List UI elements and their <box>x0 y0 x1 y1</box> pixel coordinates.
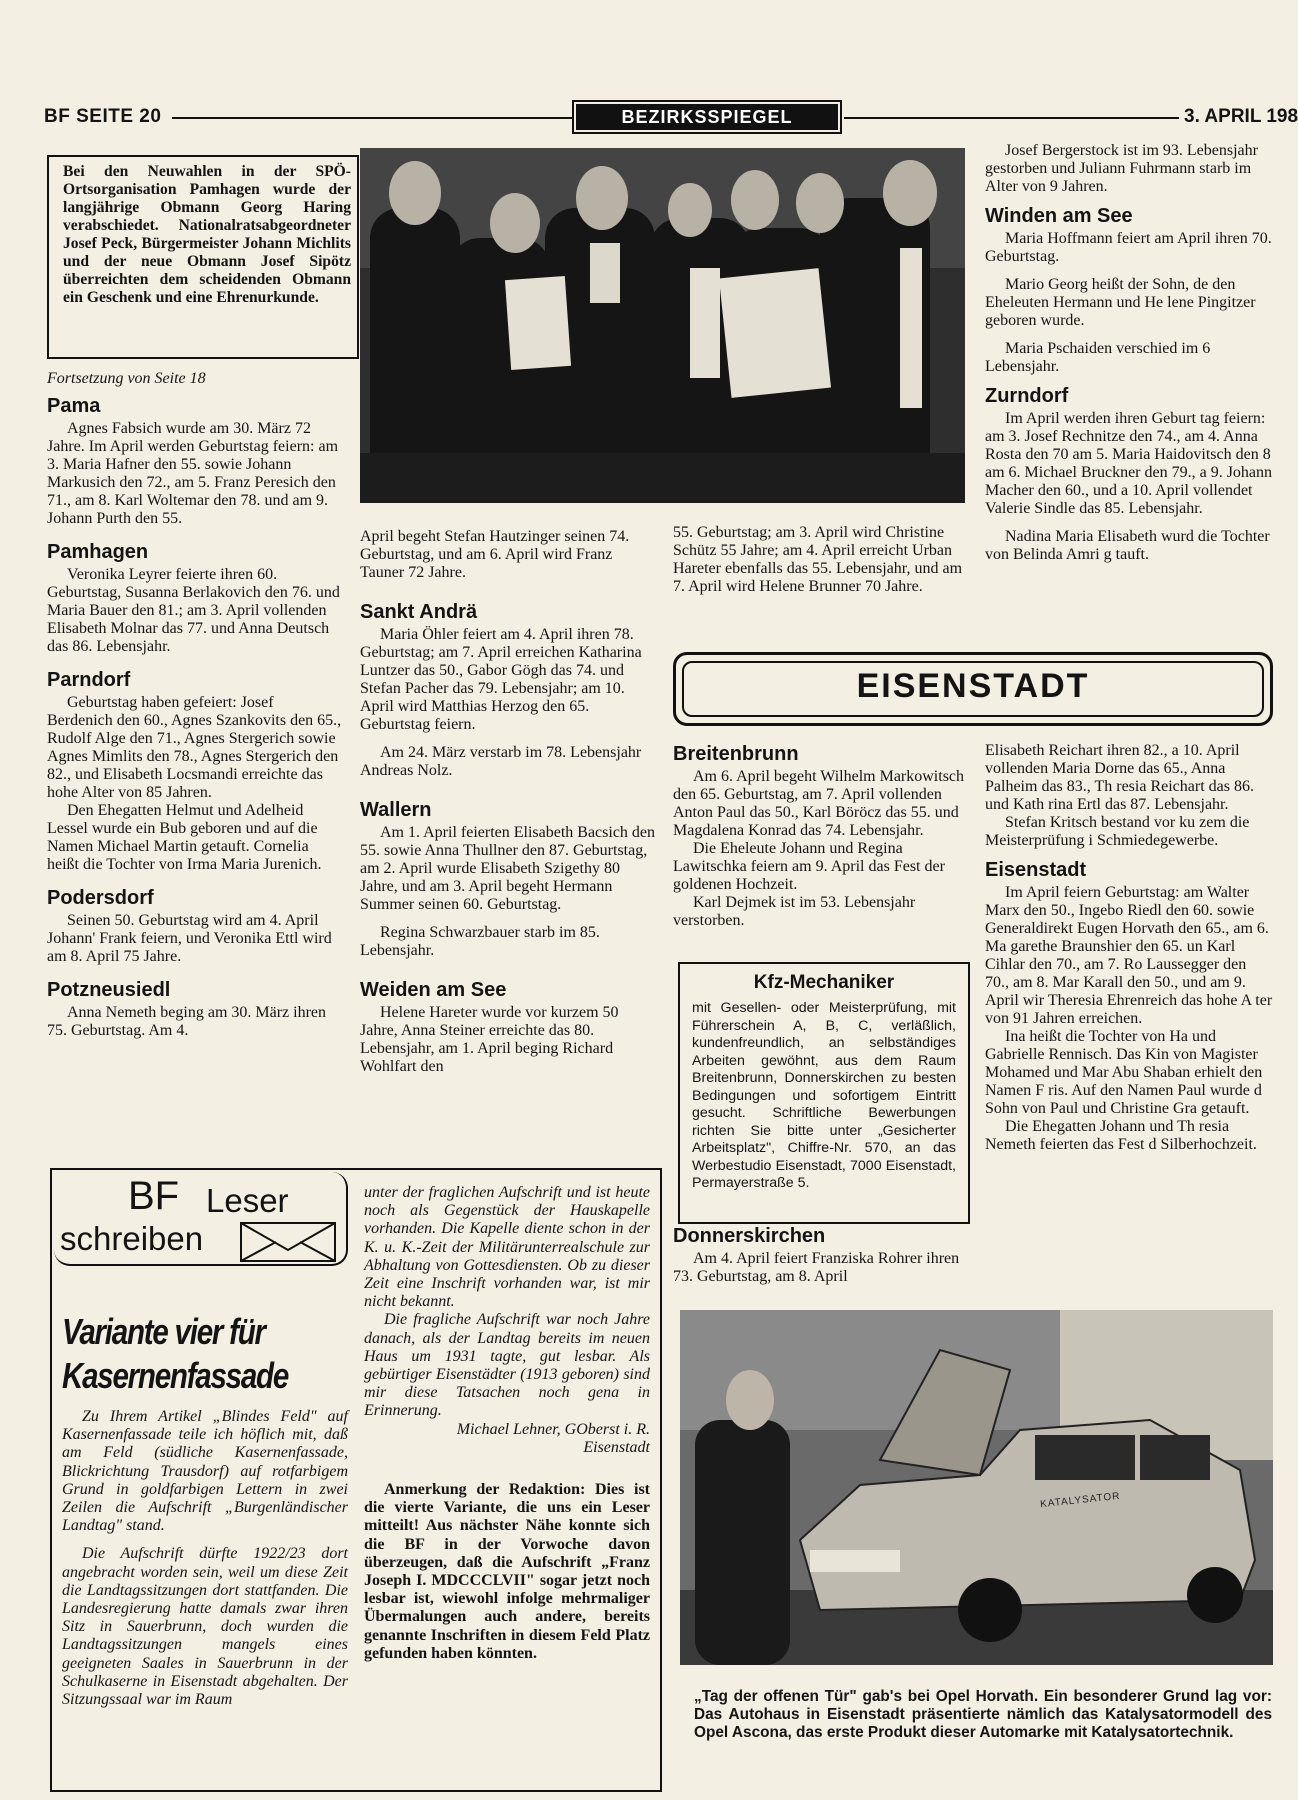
heading-breitenbrunn: Breitenbrunn <box>673 743 799 765</box>
page-header <box>44 104 1298 130</box>
heading-donnerskirchen: Donnerskirchen <box>673 1225 826 1247</box>
column-2 <box>360 528 656 1076</box>
car-caption: „Tag der offenen Tür" gab's bei Opel Horvath. Ein besonderer Grund lag vor: Das Autohaus in Eisenstadt präsentierte nämlich das Katalysatormodell des Opel Ascona, das erste Produkt dieser Automarke mit Katalysatortechnik. <box>694 1688 1272 1741</box>
text-kritsch: Stefan Kritsch bestand vor ku zem die Meisterprüfung i Schmiedegewerbe. <box>985 814 1250 849</box>
letter-paragraph-4: Die fragliche Aufschrift war noch Jahre danach, als der Landtag bereits im neuen Haus um 1931 tagte, gut lesbar. Als gebürtiger Eisenstädter (1913 geboren) sind mir diese Tatsachen noch gena in Erinnerung. <box>364 1311 650 1420</box>
text-breitenbrunn-2: Die Eheleute Johann und Regina Lawitschka feiern am 9. April das Fest der goldenen Hochzeit. <box>673 840 945 893</box>
job-ad-title: Kfz-Mechaniker <box>753 972 895 993</box>
text-winden-1: Maria Hoffmann feiert am April ihren 70. Geburtstag. <box>985 230 1272 265</box>
envelope-icon <box>240 1222 336 1262</box>
photo-caption-text: Bei den Neuwahlen in der SPÖ-Ortsorganisation Pamhagen wurde der langjährige Obmann Georg Haring verabschiedet. Nationalratsabgeordneter Josef Peck, Bürgermeister Johann Michlits und der neue Obmann Josef Sipötz überreichten dem scheidenden Obmann ein Geschenk und eine Ehrenurkunde. <box>63 163 351 306</box>
editor-note: Anmerkung der Redaktion: Dies ist die vierte Variante, die uns ein Leser mitteilt! Aus nächster Nähe konnte sich die BF in der Vorwoche davon überzeugen, daß die Aufschrift „Franz Joseph I. MDCCCLVII" sogar jetzt noch lesbar ist, wiewohl infolge mehrmaliger Übermalungen auch andere, bereits genannte Inschriften in diesem Feld Platz gefunden haben könnten. <box>364 1481 650 1662</box>
heading-zurndorf: Zurndorf <box>985 385 1069 407</box>
text-winden-3: Maria Pschaiden verschied im 6 Lebensjahr. <box>985 340 1211 375</box>
heading-pamhagen: Pamhagen <box>47 541 149 563</box>
letter-paragraph-1: Zu Ihrem Artikel „Blindes Feld" auf Kasernenfassade teile ich höflich mit, daß am Feld (südliche Kasernenfassade, Blickrichtung Trausdorf) auf rotfarbigem Grund in goldfarbigen Lettern in zwei Zeilen die Aufschrift „Burgenländischer Landtag" stand. <box>62 1408 348 1535</box>
letters-logo <box>54 1172 348 1266</box>
text-eisenstadt-3: Die Ehegatten Johann und Th resia Nemeth feierten das Fest d Silberhochzeit. <box>985 1118 1257 1153</box>
heading-potzneusiedl: Potzneusiedl <box>47 979 171 1001</box>
header-rule-right <box>844 117 1179 119</box>
text-sankt-andrae-2: Am 24. März verstarb im 78. Lebensjahr Andreas Nolz. <box>360 744 642 779</box>
letter-paragraph-3: unter der fraglichen Aufschrift und ist heute noch als Gegenstück der Hauskapelle vorhanden. Die Kapelle diente schon in der K. u. K.-Zeit der Militärunterrealschule zur Abhaltung von Gottesdiensten. Ob zu dieser Zeit eine Inschrift vorhanden war, ist mir nicht bekannt. <box>364 1184 650 1311</box>
letters-col-right <box>364 1184 650 1663</box>
column-3-mid <box>673 742 969 930</box>
car-door-lettering: KATALYSATOR <box>1039 1490 1122 1511</box>
header-page-label: BF SEITE 20 <box>44 106 162 127</box>
letters-box <box>50 1168 662 1792</box>
text-col3-continuation: 55. Geburtstag; am 3. April wird Christine Schütz 55 Jahre; am 4. April erreicht Urban Hareter ebenfalls das 55. Lebensjahr, und am 7. April wird Helene Brunner 70 Jahre. <box>673 524 963 595</box>
text-reichart: Elisabeth Reichart ihren 82., a 10. April vollenden Maria Dorne das 65., Anna Palheim das 83., Th resia Reichart das 86. und Kath rina Ertl das 87. Lebensjahr. <box>985 742 1254 813</box>
text-wallern-2: Regina Schwarzbauer starb im 85. Lebensjahr. <box>360 924 600 959</box>
logo-bf: BF <box>128 1174 180 1218</box>
letters-col-left <box>62 1408 348 1709</box>
text-parndorf-1: Geburtstag haben gefeiert: Josef Berdenich den 60., Agnes Szankovits den 65., Rudolf Alge den 71., Agnes Stergerich sowie Agnes Mimlits den 78., Agnes Stergerich den 82., und Elisabeth Locsmandi erreichte das hohe Alter von 85 Jahren. <box>47 694 342 801</box>
text-wallern-1: Am 1. April feierten Elisabeth Bacsich den 55. sowie Anna Thullner den 87. Geburtstag, am 2. April wurde Elisabeth Szigethy 80 Jahre, und am 3. April begeht Hermann Summer seinen 60. Geburtstag. <box>360 824 656 913</box>
header-date: 3. APRIL 198 <box>1184 106 1298 127</box>
text-eisenstadt-2: Ina heißt die Tochter von Ha und Gabrielle Rennisch. Das Kin von Magister Mohamed und Mar Abu Shaban erhielt den Namen F ris. Auf den Namen Paul wurde d Sohn von Paul und Christine Gra getauft. <box>985 1028 1263 1117</box>
text-breitenbrunn-1: Am 6. April begeht Wilhelm Markowitsch den 65. Geburtstag, am 7. April vollenden Anton Paul das 50., Karl Böröcz das 55. und Magdalena Konrad das 74. Lebensjahr. <box>673 768 965 839</box>
eisenstadt-banner <box>673 652 1273 726</box>
heading-wallern: Wallern <box>360 799 432 821</box>
text-zurndorf-1: Im April werden ihren Geburt tag feiern: am 3. Josef Rechnitze den 74., am 4. Anna Rosta den 70 am 5. Maria Haidovitsch den 8 am 6. Michael Bruckner den 79., a 9. Johann Macher den 60., und a 10. April vollendet Valerie Sindle das 85. Lebensjahr. <box>985 410 1273 517</box>
heading-winden: Winden am See <box>985 205 1133 227</box>
header-section: BEZIRKSSPIEGEL <box>576 104 838 130</box>
text-zurndorf-2: Nadina Maria Elisabeth wurd die Tochter von Belinda Amri g tauft. <box>985 528 1270 563</box>
text-parndorf-2: Den Ehegatten Helmut und Adelheid Lessel wurde ein Bub geboren und auf die Namen Michael Martin getauft. Cornelia heißt die Tochter von Irma Maria Jurenich. <box>47 802 322 873</box>
column-3-bottom <box>673 1218 969 1286</box>
job-ad-body: mit Gesellen- oder Meisterprüfung, mit Führerschein A, B, C, verläßlich, kundenfreundlich, an selbständiges Arbeiten gewöhnt, aus dem Raum Breitenbrunn, Donnerskirchen zu besten Bedingungen und sofortigem Eintritt gesucht. Schriftliche Bewerbungen richten Sie bitte unter „Gesicherter Arbeitsplatz", Chiffre-Nr. 570, an das Werbestudio Eisenstadt, 7000 Eisenstadt, Permayerstraße 5. <box>692 1000 956 1191</box>
eisenstadt-banner-title: EISENSTADT <box>856 667 1090 705</box>
text-pamhagen: Veronika Leyrer feierte ihren 60. Geburtstag, Susanna Berlakovich den 76. und Maria Bauer den 81.; am 3. April vollenden Elisabeth Molnar das 77. und Anna Deutsch das 86. Lebensjahr. <box>47 566 340 655</box>
car-photo-illustration <box>680 1310 1273 1665</box>
column-1 <box>47 370 343 1040</box>
text-bergerstock: Josef Bergerstock ist im 93. Lebensjahr gestorben und Juliann Fuhrmann starb im Alter von 9 Jahren. <box>985 142 1258 195</box>
heading-sankt-andrae: Sankt Andrä <box>360 601 478 623</box>
column-4-top <box>985 142 1273 564</box>
heading-podersdorf: Podersdorf <box>47 887 154 909</box>
job-ad-box <box>678 962 970 1224</box>
text-breitenbrunn-3: Karl Dejmek ist im 53. Lebensjahr verstorben. <box>673 894 916 929</box>
letters-headline: Variante vier für Kasernenfassade <box>62 1311 289 1396</box>
text-sankt-andrae-1: Maria Öhler feiert am 4. April ihren 78. Geburtstag; am 7. April erreichen Katharina Luntzer das 50., Gabor Gögh das 74. und Stefan Pacher das 79. Lebensjahr; am 10. April wird Matthias Herzog den 65. Geburtstag feiern. <box>360 626 642 733</box>
column-3-top <box>673 524 969 596</box>
heading-pama: Pama <box>47 395 101 417</box>
letter-signature-place: Eisenstadt <box>583 1438 650 1456</box>
text-weiden: Helene Hareter wurde vor kurzem 50 Jahre, Anna Steiner erreichte das 80. Lebensjahr, am 1. April beging Richard Wohlfart den <box>360 1004 619 1075</box>
heading-parndorf: Parndorf <box>47 669 131 691</box>
group-photo <box>360 148 965 503</box>
letter-signature: Michael Lehner, GOberst i. R. <box>456 1420 650 1438</box>
text-podersdorf: Seinen 50. Geburtstag wird am 4. April Johann' Frank feiern, und Veronika Ettl wird am 8. April 75 Jahre. <box>47 912 332 965</box>
header-rule-left <box>172 117 574 119</box>
text-donnerskirchen: Am 4. April feiert Franziska Rohrer ihren 73. Geburtstag, am 8. April <box>673 1250 960 1285</box>
heading-eisenstadt: Eisenstadt <box>985 859 1087 881</box>
text-col2-continuation: April begeht Stefan Hautzinger seinen 74. Geburtstag, und am 6. April wird Franz Tauner 72 Jahre. <box>360 528 630 581</box>
text-pama: Agnes Fabsich wurde am 30. März 72 Jahre. Im April werden Geburtstag feiern: am 3. Maria Hafner den 55. sowie Johann Markusich den 72., am 5. Franz Peresich den 71., am 8. Karl Woltemar den 78. und am 9. Johann Purth den 55. <box>47 420 339 527</box>
logo-schreiben: schreiben <box>60 1220 204 1257</box>
car-photo <box>680 1310 1273 1665</box>
photo-caption-box <box>47 155 359 359</box>
logo-leser: Leser <box>206 1182 289 1219</box>
letter-paragraph-2: Die Aufschrift dürfte 1922/23 dort angebracht worden sein, weil um diese Zeit die Landtagssitzungen dort stattfanden. Die Landesregierung hatte damals zwar ihren Sitz in Sauerbrunn, doch wurden die Landtagssitzungen mangels eines geeigneten Saales in Sauerbrunn in der Schulkaserne in Eisenstadt abgehalten. Der Sitzungssaal war im Raum <box>62 1545 348 1709</box>
heading-weiden: Weiden am See <box>360 979 507 1001</box>
text-potzneusiedl: Anna Nemeth beging am 30. März ihren 75. Geburtstag. Am 4. <box>47 1004 327 1039</box>
continuation-note: Fortsetzung von Seite 18 <box>47 370 206 387</box>
column-4-mid <box>985 742 1273 1154</box>
text-winden-2: Mario Georg heißt der Sohn, de den Eheleuten Hermann und He lene Pingitzer geboren wurde. <box>985 276 1256 329</box>
group-photo-illustration <box>360 148 965 503</box>
text-eisenstadt-1: Im April feiern Geburtstag: am Walter Marx den 50., Ingebo Riedl den 60. sowie Generaldirekt Eugen Horvath den 65., am 6. Ma garethe Braunshier den 65. un Karl Cihlar den 70., am 7. Ro Laussegger den 70., am 8. Mar Karall den 50., und am 9. April wir Theresia Ehrenreich das hohe A ter von 91 Jahren erreichen. <box>985 884 1273 1027</box>
